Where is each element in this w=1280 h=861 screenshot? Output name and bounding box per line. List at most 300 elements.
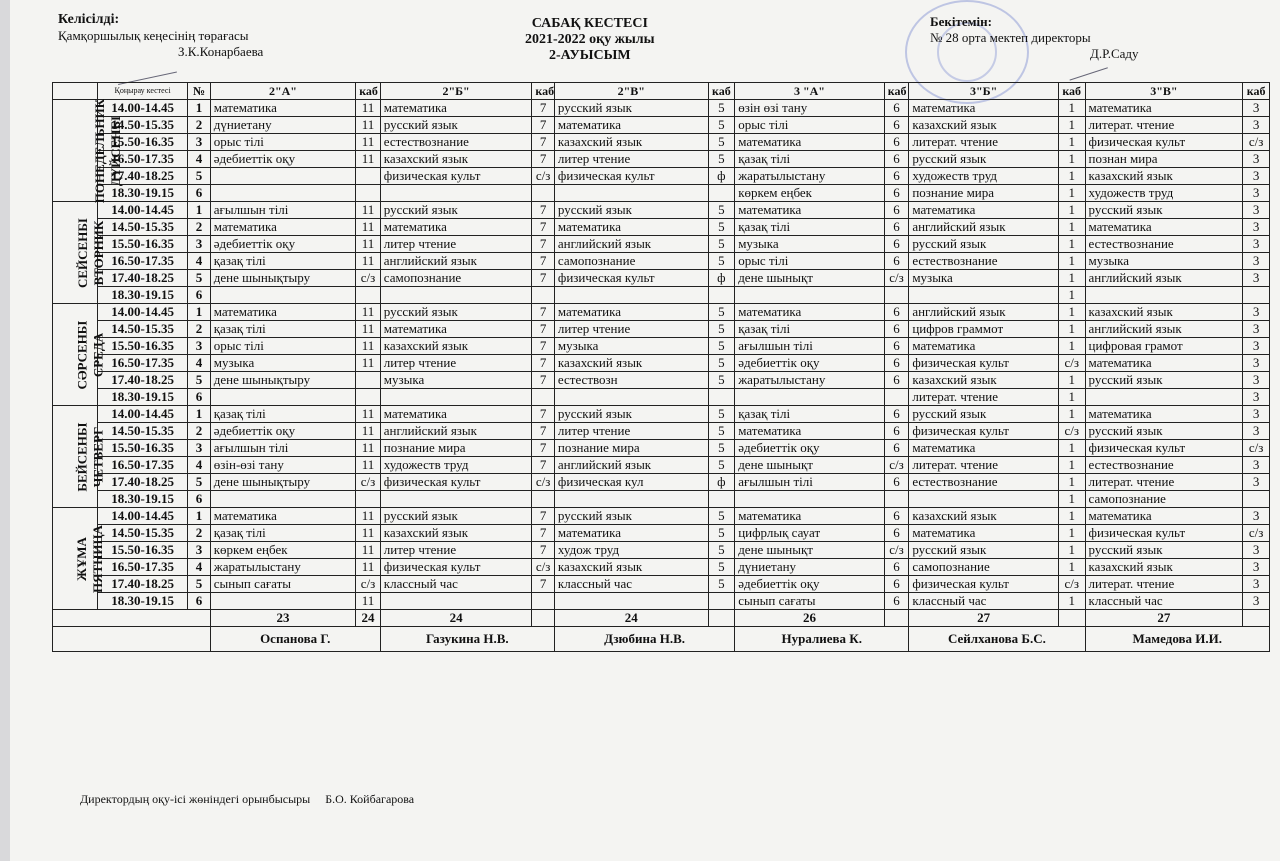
room-cell: 5 (708, 423, 735, 440)
subject-cell: физическая культ (1085, 525, 1243, 542)
room-cell: 11 (356, 253, 381, 270)
subject-cell: қазақ тілі (210, 253, 355, 270)
header-row (53, 83, 1270, 100)
header-kab: каб (1058, 83, 1085, 100)
lesson-time: 18.30-19.15 (98, 287, 188, 304)
subject-cell (210, 185, 355, 202)
subject-cell (909, 287, 1059, 304)
lesson-number: 1 (188, 406, 211, 423)
subject-cell (554, 287, 708, 304)
room-cell: 6 (884, 134, 909, 151)
lesson-row (53, 525, 1270, 542)
subject-cell: русский язык (909, 406, 1059, 423)
lesson-row (53, 440, 1270, 457)
room-cell (356, 491, 381, 508)
room-cell: 1 (1058, 185, 1085, 202)
room-cell: 7 (532, 372, 555, 389)
title-line-3: 2-АУЫСЫМ (548, 48, 631, 63)
lesson-number: 6 (188, 389, 211, 406)
lesson-row (53, 202, 1270, 219)
room-cell: 6 (884, 202, 909, 219)
room-cell (532, 287, 555, 304)
subject-cell: математика (909, 202, 1059, 219)
total-kab (1058, 610, 1085, 627)
lesson-time: 18.30-19.15 (98, 491, 188, 508)
room-cell: 1 (1058, 304, 1085, 321)
room-cell: 11 (356, 525, 381, 542)
lesson-row (53, 389, 1270, 406)
room-cell: с/з (356, 576, 381, 593)
subject-cell: английский язык (380, 253, 532, 270)
day-label (53, 304, 106, 406)
subject-cell: естествознание (909, 474, 1059, 491)
subject-cell: дене шынықт (735, 542, 885, 559)
room-cell: 6 (884, 355, 909, 372)
subject-cell: казахский язык (554, 134, 708, 151)
room-cell (356, 372, 381, 389)
room-cell: 11 (356, 117, 381, 134)
room-cell: 3 (1243, 559, 1270, 576)
subject-cell: казахский язык (909, 508, 1059, 525)
lesson-number: 2 (188, 525, 211, 542)
lesson-row (53, 593, 1270, 610)
subject-cell: естествозн (554, 372, 708, 389)
subject-cell: әдебиеттік оқу (210, 236, 355, 253)
document-title (525, 16, 655, 64)
room-cell (532, 389, 555, 406)
day-name: СӘРСЕНБІ СРЕДА (74, 320, 106, 389)
lesson-row (53, 372, 1270, 389)
room-cell: 3 (1243, 508, 1270, 525)
subject-cell: казахский язык (380, 525, 532, 542)
subject-cell: русский язык (1085, 202, 1243, 219)
subject-cell: математика (554, 525, 708, 542)
subject-cell (735, 389, 885, 406)
subject-cell: орыс тілі (735, 253, 885, 270)
header-class: 3"В" (1085, 83, 1243, 100)
room-cell: с/з (356, 474, 381, 491)
room-cell: 11 (356, 355, 381, 372)
approve-left-label: Келісілді: (58, 12, 120, 27)
subject-cell: математика (1085, 355, 1243, 372)
subject-cell: физическая культ (554, 270, 708, 287)
subject-cell: әдебиеттік оқу (210, 151, 355, 168)
subject-cell: русский язык (380, 117, 532, 134)
subject-cell: физическая культ (554, 168, 708, 185)
room-cell: 11 (356, 202, 381, 219)
lesson-number: 6 (188, 593, 211, 610)
lesson-number: 2 (188, 219, 211, 236)
subject-cell: математика (909, 338, 1059, 355)
subject-cell: математика (554, 219, 708, 236)
lesson-number: 4 (188, 253, 211, 270)
room-cell: 1 (1058, 117, 1085, 134)
lesson-row (53, 542, 1270, 559)
lesson-number: 3 (188, 134, 211, 151)
subject-cell (554, 185, 708, 202)
total-hours: 27 (1085, 610, 1243, 627)
subject-cell: физическая культ (1085, 134, 1243, 151)
subject-cell: литер чтение (554, 423, 708, 440)
room-cell: 3 (1243, 406, 1270, 423)
lesson-time: 16.50-17.35 (98, 355, 188, 372)
subject-cell: математика (554, 117, 708, 134)
total-kab (532, 610, 555, 627)
room-cell: 6 (884, 253, 909, 270)
lesson-row (53, 406, 1270, 423)
header-time: Қоңырау кестесі (98, 83, 188, 100)
subject-cell: казахский язык (909, 117, 1059, 134)
room-cell: 7 (532, 117, 555, 134)
subject-cell: қазақ тілі (210, 525, 355, 542)
subject-cell: самопознание (554, 253, 708, 270)
subject-cell: казахский язык (1085, 304, 1243, 321)
subject-cell: қазақ тілі (735, 151, 885, 168)
day-label (53, 508, 105, 610)
subject-cell (554, 593, 708, 610)
room-cell: с/з (1243, 134, 1270, 151)
lesson-time: 14.00-14.45 (98, 100, 188, 117)
subject-cell: физическая культ (909, 423, 1059, 440)
subject-cell: физическая культ (909, 576, 1059, 593)
subject-cell: әдебиеттік оқу (210, 423, 355, 440)
room-cell: 1 (1058, 287, 1085, 304)
subject-cell: физическая культ (909, 355, 1059, 372)
subject-cell: самопознание (380, 270, 532, 287)
subject-cell: дүниетану (735, 559, 885, 576)
subject-cell: естествознание (909, 253, 1059, 270)
subject-cell: ағылшын тілі (210, 440, 355, 457)
approve-left-name: З.К.Конарбаева (178, 44, 264, 59)
room-cell: 1 (1058, 440, 1085, 457)
subject-cell: әдебиеттік оқу (735, 576, 885, 593)
title-line-1: САБАҚ КЕСТЕСІ (531, 16, 648, 31)
lesson-row (53, 100, 1270, 117)
header-num: № (188, 83, 211, 100)
subject-cell: музыка (735, 236, 885, 253)
lesson-time: 14.00-14.45 (98, 202, 188, 219)
room-cell: 11 (356, 508, 381, 525)
subject-cell: литер чтение (380, 236, 532, 253)
subject-cell: математика (1085, 508, 1243, 525)
subject-cell (210, 389, 355, 406)
room-cell: 3 (1243, 304, 1270, 321)
room-cell: 5 (708, 202, 735, 219)
lesson-number: 5 (188, 270, 211, 287)
room-cell: с/з (884, 270, 909, 287)
room-cell: 7 (532, 270, 555, 287)
subject-cell: английский язык (909, 219, 1059, 236)
lesson-time: 17.40-18.25 (98, 474, 188, 491)
subject-cell: математика (909, 440, 1059, 457)
subject-cell: ағылшын тілі (735, 338, 885, 355)
day-name: ПОНЕДЕЛЬНИК ДҮЙСЕНБІ (92, 98, 124, 203)
room-cell (708, 185, 735, 202)
room-cell: с/з (532, 474, 555, 491)
room-cell (708, 593, 735, 610)
subject-cell: самопознание (1085, 491, 1243, 508)
approve-right-label: Бекітемін: (930, 14, 992, 29)
subject-cell: казахский язык (554, 559, 708, 576)
lesson-number: 3 (188, 440, 211, 457)
subject-cell: музыка (554, 338, 708, 355)
subject-cell: русский язык (554, 202, 708, 219)
footer-position: Директордың оқу-ісі жөніндегі орынбысыры (80, 792, 311, 806)
subject-cell: математика (1085, 406, 1243, 423)
lesson-number: 4 (188, 457, 211, 474)
subject-cell: музыка (909, 270, 1059, 287)
subject-cell: русский язык (554, 508, 708, 525)
subject-cell (380, 491, 532, 508)
room-cell: с/з (884, 457, 909, 474)
lesson-time: 17.40-18.25 (98, 270, 188, 287)
subject-cell: дене шынықт (735, 270, 885, 287)
room-cell: 1 (1058, 389, 1085, 406)
room-cell: 6 (884, 372, 909, 389)
lesson-time: 17.40-18.25 (98, 372, 188, 389)
subject-cell: познание мира (380, 440, 532, 457)
room-cell: 7 (532, 542, 555, 559)
room-cell (1243, 491, 1270, 508)
totals-row (53, 610, 1270, 627)
room-cell: 1 (1058, 338, 1085, 355)
header-kab: каб (532, 83, 555, 100)
total-hours: 24 (380, 610, 532, 627)
room-cell: ф (708, 168, 735, 185)
subject-cell: математика (909, 100, 1059, 117)
room-cell (532, 593, 555, 610)
approve-left-position: Қамқоршылық кеңесінің төрағасы (58, 28, 249, 43)
room-cell: 6 (884, 593, 909, 610)
approve-right-position: № 28 орта мектеп директоры (930, 30, 1091, 45)
room-cell (532, 185, 555, 202)
room-cell: 7 (532, 304, 555, 321)
subject-cell: ағылшын тілі (735, 474, 885, 491)
lesson-number: 4 (188, 355, 211, 372)
header-kab: каб (884, 83, 909, 100)
lesson-number: 2 (188, 321, 211, 338)
subject-cell: английский язык (1085, 270, 1243, 287)
room-cell: 6 (884, 559, 909, 576)
lesson-time: 14.50-15.35 (98, 117, 188, 134)
subject-cell: қазақ тілі (210, 321, 355, 338)
subject-cell: художеств труд (909, 168, 1059, 185)
subject-cell: әдебиеттік оқу (735, 440, 885, 457)
room-cell: 1 (1058, 236, 1085, 253)
subject-cell: өзін өзі тану (735, 100, 885, 117)
room-cell: 6 (884, 321, 909, 338)
room-cell: 5 (708, 508, 735, 525)
total-hours: 23 (210, 610, 355, 627)
lesson-row (53, 117, 1270, 134)
subject-cell: литер чтение (380, 542, 532, 559)
subject-cell: математика (210, 304, 355, 321)
room-cell: 11 (356, 321, 381, 338)
footer-name: Б.О. Койбагарова (325, 792, 415, 806)
subject-cell: литер чтение (380, 355, 532, 372)
lesson-time: 15.50-16.35 (98, 338, 188, 355)
lesson-row (53, 185, 1270, 202)
subject-cell (210, 491, 355, 508)
room-cell: 1 (1058, 593, 1085, 610)
subject-cell: дене шынықтыру (210, 270, 355, 287)
teacher-name: Оспанова Г. (210, 627, 380, 652)
room-cell: 11 (356, 542, 381, 559)
room-cell: 5 (708, 117, 735, 134)
subject-cell: русский язык (380, 304, 532, 321)
room-cell: 11 (356, 338, 381, 355)
room-cell: 3 (1243, 202, 1270, 219)
subject-cell: математика (1085, 219, 1243, 236)
subject-cell: литерат. чтение (1085, 474, 1243, 491)
room-cell (708, 287, 735, 304)
subject-cell: естествознание (380, 134, 532, 151)
day-name: БЕЙСЕНБІ ЧЕТВЕРГ (74, 421, 106, 492)
subject-cell: казахский язык (909, 372, 1059, 389)
room-cell: 5 (708, 525, 735, 542)
room-cell: 11 (356, 151, 381, 168)
room-cell: 3 (1243, 474, 1270, 491)
lesson-time: 15.50-16.35 (98, 236, 188, 253)
lesson-number: 6 (188, 491, 211, 508)
lesson-row (53, 457, 1270, 474)
subject-cell: русский язык (1085, 423, 1243, 440)
total-hours: 24 (554, 610, 708, 627)
lesson-time: 14.00-14.45 (98, 508, 188, 525)
room-cell: 7 (532, 236, 555, 253)
room-cell: 3 (1243, 423, 1270, 440)
room-cell: 11 (356, 219, 381, 236)
subject-cell: казахский язык (1085, 559, 1243, 576)
subject-cell: русский язык (380, 202, 532, 219)
subject-cell: русский язык (909, 151, 1059, 168)
day-name: СЕЙСЕНБІ ВТОРНИК (75, 217, 106, 288)
subject-cell: художеств труд (1085, 185, 1243, 202)
room-cell: 1 (1058, 542, 1085, 559)
lesson-time: 15.50-16.35 (98, 542, 188, 559)
room-cell: 5 (708, 134, 735, 151)
lesson-row (53, 576, 1270, 593)
subject-cell: орыс тілі (210, 134, 355, 151)
subject-cell: казахский язык (554, 355, 708, 372)
room-cell: 7 (532, 151, 555, 168)
room-cell: 1 (1058, 100, 1085, 117)
room-cell: 6 (884, 474, 909, 491)
room-cell: 11 (356, 406, 381, 423)
room-cell: 6 (884, 525, 909, 542)
room-cell: 5 (708, 236, 735, 253)
subject-cell: литер чтение (554, 151, 708, 168)
subject-cell: физическая культ (1085, 440, 1243, 457)
subject-cell: литерат. чтение (1085, 576, 1243, 593)
subject-cell (210, 168, 355, 185)
subject-cell (380, 593, 532, 610)
room-cell: 5 (708, 304, 735, 321)
total-kab: 24 (356, 610, 381, 627)
room-cell: 7 (532, 423, 555, 440)
room-cell: 1 (1058, 474, 1085, 491)
room-cell: 1 (1058, 253, 1085, 270)
subject-cell: классный час (554, 576, 708, 593)
subject-cell: русский язык (554, 406, 708, 423)
subject-cell (554, 491, 708, 508)
subject-cell: дене шынықт (735, 457, 885, 474)
lesson-time: 14.00-14.45 (98, 304, 188, 321)
subject-cell: математика (735, 202, 885, 219)
room-cell: 7 (532, 338, 555, 355)
lesson-row (53, 474, 1270, 491)
room-cell: 3 (1243, 168, 1270, 185)
room-cell: 6 (884, 508, 909, 525)
lesson-number: 3 (188, 338, 211, 355)
approve-right-name: Д.Р.Саду (1090, 46, 1139, 61)
subject-cell: классный час (1085, 593, 1243, 610)
lesson-time: 18.30-19.15 (98, 593, 188, 610)
subject-cell: литерат. чтение (909, 457, 1059, 474)
teachers-row (53, 627, 1270, 652)
subject-cell: физическая культ (380, 559, 532, 576)
lesson-row (53, 304, 1270, 321)
subject-cell: литерат. чтение (909, 389, 1059, 406)
room-cell: 7 (532, 321, 555, 338)
subject-cell: дене шынықтыру (210, 474, 355, 491)
room-cell (884, 287, 909, 304)
room-cell: 3 (1243, 576, 1270, 593)
room-cell: 1 (1058, 559, 1085, 576)
lesson-number: 3 (188, 542, 211, 559)
subject-cell: математика (210, 508, 355, 525)
header-corner (53, 83, 98, 100)
footer-signature (80, 792, 414, 807)
room-cell: 1 (1058, 406, 1085, 423)
room-cell: 6 (884, 168, 909, 185)
lesson-time: 16.50-17.35 (98, 457, 188, 474)
room-cell: 3 (1243, 219, 1270, 236)
subject-cell: русский язык (554, 100, 708, 117)
subject-cell: көркем еңбек (735, 185, 885, 202)
subject-cell (210, 287, 355, 304)
room-cell: 11 (356, 559, 381, 576)
lesson-row (53, 270, 1270, 287)
room-cell: 6 (884, 117, 909, 134)
approval-left-block (58, 12, 263, 60)
subject-cell: казахский язык (1085, 168, 1243, 185)
room-cell: 7 (532, 457, 555, 474)
room-cell (356, 389, 381, 406)
header-kab: каб (356, 83, 381, 100)
room-cell: 11 (356, 304, 381, 321)
total-hours: 26 (735, 610, 885, 627)
approval-right-block (930, 14, 1139, 62)
room-cell: 5 (708, 440, 735, 457)
room-cell: 6 (884, 406, 909, 423)
lesson-row (53, 423, 1270, 440)
subject-cell: математика (735, 423, 885, 440)
subject-cell: английский язык (554, 457, 708, 474)
room-cell: 7 (532, 100, 555, 117)
room-cell: 6 (884, 338, 909, 355)
room-cell: 11 (356, 236, 381, 253)
subject-cell: қазақ тілі (735, 219, 885, 236)
room-cell: с/з (1243, 440, 1270, 457)
room-cell: 3 (1243, 457, 1270, 474)
subject-cell: қазақ тілі (735, 406, 885, 423)
lesson-number: 1 (188, 304, 211, 321)
lesson-time: 18.30-19.15 (98, 389, 188, 406)
room-cell: 3 (1243, 117, 1270, 134)
teacher-name: Нуралиева К. (735, 627, 909, 652)
lesson-time: 17.40-18.25 (98, 168, 188, 185)
